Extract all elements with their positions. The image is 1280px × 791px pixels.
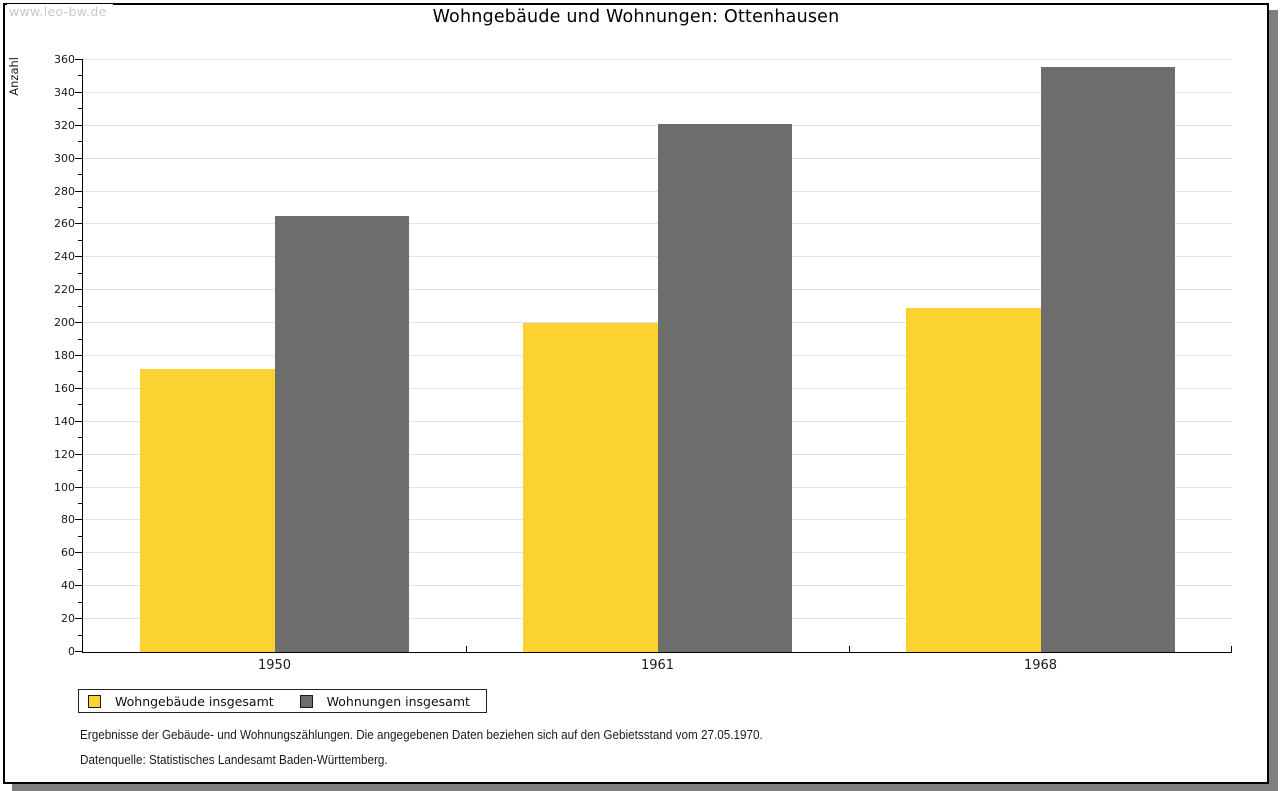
x-tick-label: 1950 (257, 658, 292, 673)
y-tick-minor (78, 536, 83, 537)
y-tick-label: 320 (54, 119, 75, 132)
y-tick-label: 80 (61, 513, 75, 526)
footnote (80, 727, 763, 777)
y-tick-major (75, 158, 83, 159)
y-tick-major (75, 256, 83, 257)
y-tick-minor (78, 75, 83, 76)
y-tick-major (75, 388, 83, 389)
y-tick-label: 360 (54, 53, 75, 66)
y-tick-minor (78, 273, 83, 274)
y-tick-label: 180 (54, 349, 75, 362)
legend-swatch-wohnungen (300, 695, 313, 708)
y-tick-label: 240 (54, 250, 75, 263)
legend-swatch-wohngebaeude (88, 695, 101, 708)
x-tick-label: 1961 (640, 658, 675, 673)
bar-wohngebaeude-1961 (523, 323, 658, 652)
y-tick-major (75, 289, 83, 290)
y-tick-minor (78, 437, 83, 438)
y-tick-minor (78, 371, 83, 372)
y-tick-label: 60 (61, 546, 75, 559)
y-tick-minor (78, 306, 83, 307)
y-tick-label: 20 (61, 612, 75, 625)
y-tick-label: 120 (54, 448, 75, 461)
y-tick-major (75, 519, 83, 520)
y-tick-minor (78, 174, 83, 175)
chart-canvas (3, 3, 1269, 784)
y-tick-major (75, 223, 83, 224)
y-tick-major (75, 651, 83, 652)
bar-wohnungen-1961 (658, 124, 793, 652)
y-tick-major (75, 322, 83, 323)
x-tick-label: 1968 (1023, 658, 1058, 673)
y-tick-label: 260 (54, 217, 75, 230)
y-tick-label: 140 (54, 415, 75, 428)
footnote-line2: Datenquelle: Statistisches Landesamt Baden-Württemberg. (80, 752, 388, 767)
legend-label-wohnungen: Wohnungen insgesamt (326, 693, 470, 709)
y-tick-major (75, 552, 83, 553)
legend-item-wohngebaeude (88, 694, 274, 709)
y-tick-label: 280 (54, 185, 75, 198)
bar-wohngebaeude-1950 (140, 369, 275, 652)
legend (78, 689, 487, 713)
y-tick-label: 300 (54, 152, 75, 165)
y-tick-major (75, 92, 83, 93)
y-tick-major (75, 59, 83, 60)
y-tick-minor (78, 240, 83, 241)
y-tick-label: 340 (54, 86, 75, 99)
y-tick-minor (78, 602, 83, 603)
y-axis-title: Anzahl (7, 57, 21, 96)
y-tick-minor (78, 470, 83, 471)
bar-wohngebaeude-1968 (906, 308, 1041, 652)
y-tick-minor (78, 108, 83, 109)
plot-area (54, 53, 1232, 673)
legend-item-wohnungen (300, 694, 470, 709)
y-tick-label: 40 (61, 579, 75, 592)
x-group-separator-tick (849, 646, 850, 652)
y-tick-major (75, 618, 83, 619)
y-tick-label: 200 (54, 316, 75, 329)
y-tick-minor (78, 207, 83, 208)
x-axis-end-tick (1231, 646, 1232, 652)
y-tick-major (75, 355, 83, 356)
y-gridline (83, 59, 1232, 60)
y-tick-label: 220 (54, 283, 75, 296)
y-tick-minor (78, 339, 83, 340)
watermark: www.leo-bw.de (7, 4, 113, 21)
y-tick-minor (78, 404, 83, 405)
y-tick-major (75, 191, 83, 192)
y-tick-major (75, 585, 83, 586)
y-tick-minor (78, 569, 83, 570)
y-tick-major (75, 125, 83, 126)
chart-title: Wohngebäude und Wohnungen: Ottenhausen (432, 7, 840, 27)
y-tick-label: 160 (54, 382, 75, 395)
y-tick-major (75, 421, 83, 422)
y-tick-major (75, 487, 83, 488)
bar-wohnungen-1968 (1041, 67, 1176, 652)
y-tick-major (75, 454, 83, 455)
legend-label-wohngebaeude: Wohngebäude insgesamt (115, 693, 274, 709)
footnote-line1: Ergebnisse der Gebäude- und Wohnungszählungen. Die angegebenen Daten beziehen sich auf den Gebietsstand vom 27.05.1970. (80, 727, 763, 742)
y-tick-minor (78, 503, 83, 504)
y-tick-minor (78, 635, 83, 636)
y-tick-minor (78, 141, 83, 142)
y-tick-label: 100 (54, 481, 75, 494)
bar-wohnungen-1950 (275, 216, 410, 652)
y-tick-label: 0 (68, 645, 75, 658)
x-group-separator-tick (466, 646, 467, 652)
